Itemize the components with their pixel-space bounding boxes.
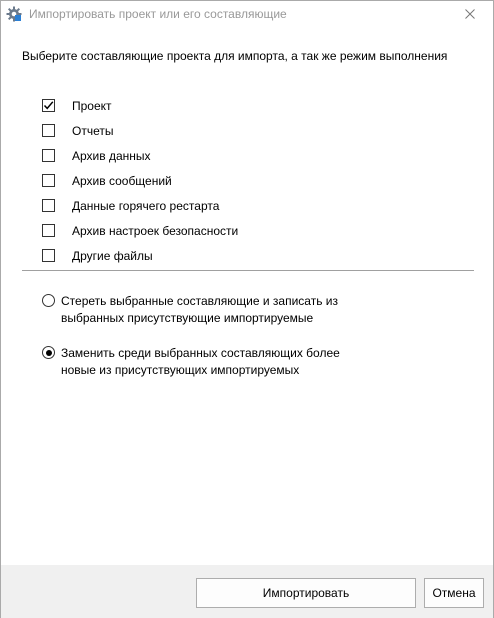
gear-app-icon bbox=[6, 6, 22, 22]
checkbox-other-files[interactable] bbox=[42, 243, 238, 268]
checkbox-label: Архив настроек безопасности bbox=[72, 223, 239, 238]
import-button[interactable]: Импортировать bbox=[196, 578, 416, 608]
checkbox-hot-restart-data[interactable] bbox=[42, 193, 238, 218]
checkbox-box[interactable] bbox=[42, 99, 55, 112]
checkbox-box[interactable] bbox=[42, 124, 55, 137]
window-title: Импортировать проект или его составляющие bbox=[29, 7, 287, 21]
checkbox-box[interactable] bbox=[42, 249, 55, 262]
checkbox-project[interactable] bbox=[42, 93, 238, 118]
checkbox-message-archive[interactable] bbox=[42, 168, 238, 193]
checkbox-reports[interactable] bbox=[42, 118, 238, 143]
checkbox-box[interactable] bbox=[42, 174, 55, 187]
checkbox-data-archive[interactable] bbox=[42, 143, 238, 168]
checkbox-label: Отчеты bbox=[72, 123, 114, 138]
cancel-button[interactable]: Отмена bbox=[424, 578, 484, 608]
radio-button[interactable] bbox=[42, 294, 55, 307]
checkbox-label: Архив данных bbox=[72, 148, 151, 163]
radio-label: Стереть выбранные составляющие и записать из выбранных присутствующие импортируемые bbox=[61, 294, 338, 325]
radio-selected-dot bbox=[46, 350, 52, 356]
radio-replace-newer[interactable] bbox=[42, 345, 361, 379]
checkbox-security-settings-archive[interactable] bbox=[42, 218, 238, 243]
checkbox-box[interactable] bbox=[42, 224, 55, 237]
close-button[interactable] bbox=[447, 1, 493, 29]
checkmark-icon bbox=[42, 99, 55, 112]
radio-button[interactable] bbox=[42, 346, 55, 359]
title-bar[interactable] bbox=[1, 1, 493, 29]
radio-label: Заменить среди выбранных составляющих более новые из присутствующих импортируемых bbox=[61, 346, 340, 377]
radio-erase-and-write[interactable] bbox=[42, 293, 361, 327]
checkbox-label: Данные горячего рестарта bbox=[72, 198, 220, 213]
checkbox-label: Проект bbox=[72, 98, 112, 113]
instruction-text: Выберите составляющие проекта для импорта, а так же режим выполнения bbox=[22, 49, 448, 63]
close-icon bbox=[465, 8, 475, 22]
separator bbox=[22, 270, 474, 271]
checkbox-box[interactable] bbox=[42, 149, 55, 162]
button-bar bbox=[1, 565, 493, 618]
checkbox-label: Архив сообщений bbox=[72, 173, 172, 188]
components-checklist bbox=[42, 93, 238, 268]
checkbox-box[interactable] bbox=[42, 199, 55, 212]
checkbox-label: Другие файлы bbox=[72, 248, 153, 263]
